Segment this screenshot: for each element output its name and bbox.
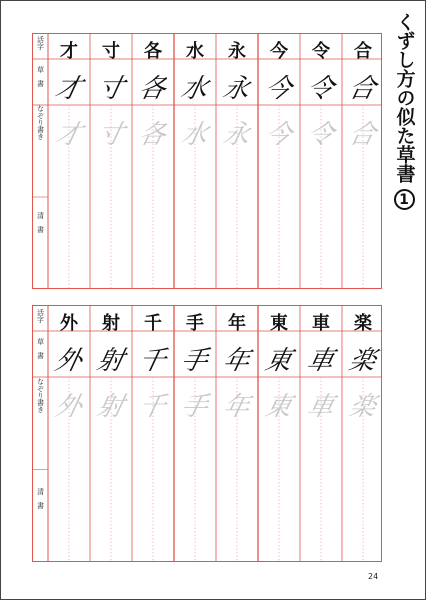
sosho-char: 外: [52, 346, 85, 376]
sosho-char: 楽: [346, 346, 379, 376]
sosho-char: 才: [52, 74, 85, 104]
kaisho-char: 射: [102, 313, 120, 334]
kaisho-char: 才: [60, 41, 78, 62]
sosho-char: 年: [220, 346, 253, 376]
label-nazorigaki: なぞり書き: [36, 105, 45, 140]
sosho-char: 車: [304, 346, 337, 376]
kaisho-char: 各: [144, 41, 162, 62]
trace-char: 各: [136, 120, 169, 150]
sosho-char: 射: [94, 346, 127, 376]
label-katsuji: 活字: [36, 309, 45, 323]
page-number: 24: [368, 572, 379, 581]
trace-char: 才: [52, 120, 85, 150]
kaisho-char: 水: [186, 41, 204, 62]
label-nazorigaki: なぞり書き: [36, 378, 45, 413]
kaisho-char: 外: [60, 313, 78, 334]
sosho-char: 令: [304, 74, 337, 104]
label-katsuji: 活字: [36, 36, 45, 50]
kaisho-char: 千: [144, 313, 162, 334]
sosho-char: 合: [346, 74, 379, 104]
sosho-char: 各: [136, 74, 169, 104]
label-seisho: 清 書: [36, 488, 45, 509]
kaisho-char: 永: [228, 41, 246, 62]
trace-char: 今: [262, 120, 295, 150]
label-sosho: 草 書: [36, 338, 45, 359]
trace-char: 寸: [94, 120, 127, 150]
label-sosho: 草 書: [36, 66, 45, 87]
trace-char: 永: [220, 120, 253, 150]
kaisho-char: 寸: [102, 41, 120, 62]
trace-char: 水: [178, 120, 211, 150]
title-number-badge: 1: [394, 189, 415, 210]
kaisho-char: 東: [270, 313, 288, 334]
kaisho-char: 年: [228, 313, 246, 334]
trace-char: 手: [178, 392, 211, 422]
kaisho-char: 今: [270, 41, 288, 62]
label-seisho: 清 書: [36, 212, 45, 233]
kaisho-char: 手: [186, 313, 204, 334]
sosho-char: 東: [262, 346, 295, 376]
kaisho-char: 楽: [354, 313, 372, 334]
sosho-char: 手: [178, 346, 211, 376]
trace-char: 令: [304, 120, 337, 150]
sosho-char: 水: [178, 74, 211, 104]
trace-char: 年: [220, 392, 253, 422]
trace-char: 射: [94, 392, 127, 422]
sosho-char: 今: [262, 74, 295, 104]
kaisho-char: 合: [354, 41, 372, 62]
kaisho-char: 車: [312, 313, 330, 334]
kaisho-char: 令: [312, 41, 330, 62]
sosho-char: 千: [136, 346, 169, 376]
trace-char: 車: [304, 392, 337, 422]
trace-char: 楽: [346, 392, 379, 422]
sosho-char: 寸: [94, 74, 127, 104]
trace-char: 千: [136, 392, 169, 422]
trace-char: 合: [346, 120, 379, 150]
page-title: くずし方の似た草書: [393, 12, 416, 183]
sosho-char: 永: [220, 74, 253, 104]
trace-char: 外: [52, 392, 85, 422]
trace-char: 東: [262, 392, 295, 422]
